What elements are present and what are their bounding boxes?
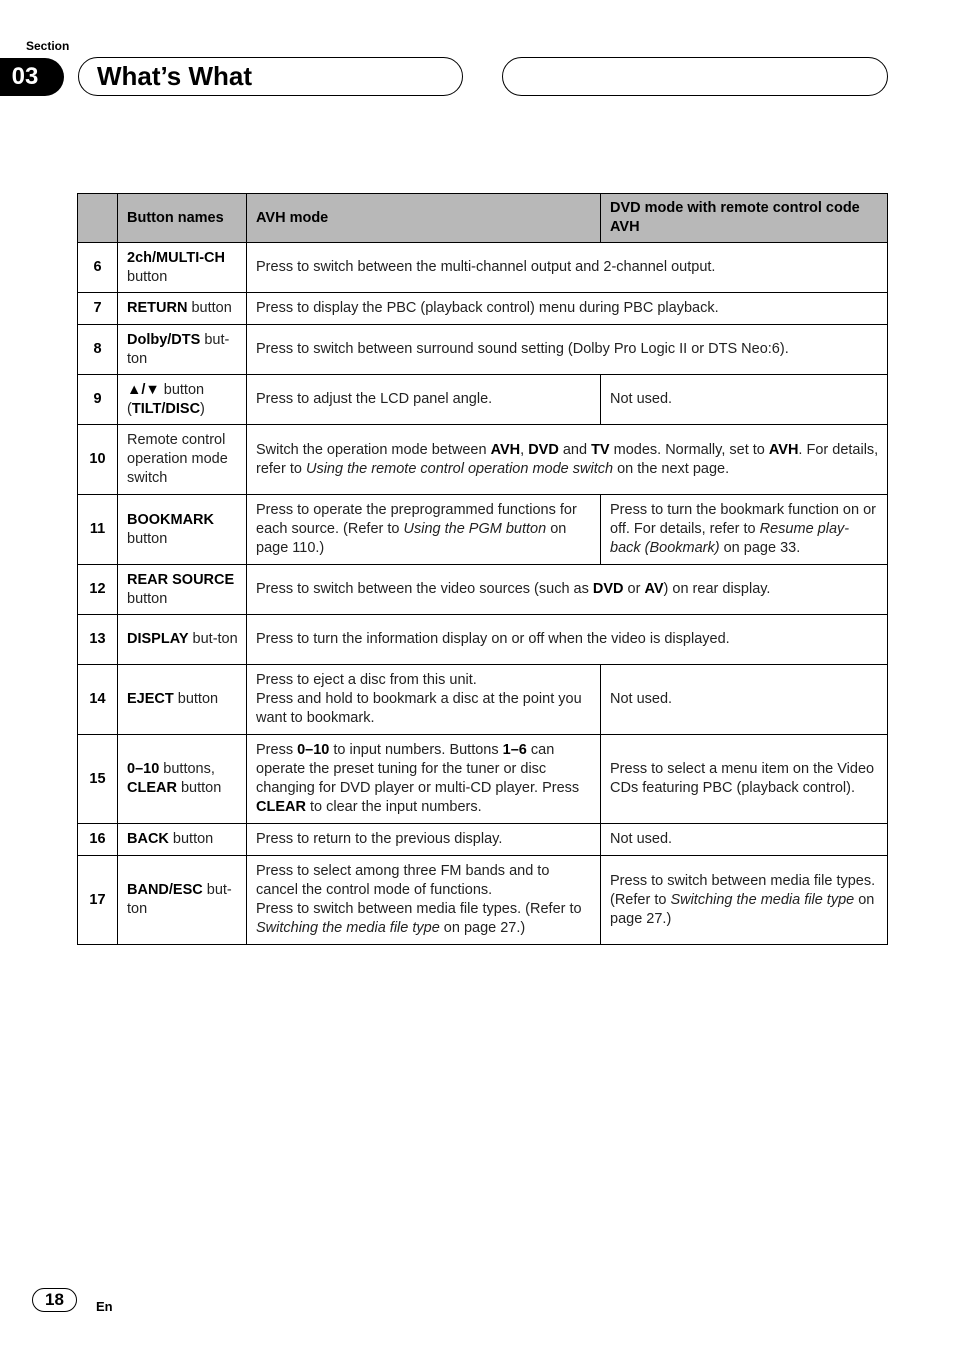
- cell-text-segment: TV: [591, 441, 610, 458]
- section-label: Section: [26, 39, 70, 53]
- cell-text-segment: Press to switch between surround sound setting (Dolby Pro Logic II or DTS Neo:6).: [256, 341, 789, 357]
- dvd-mode-cell: [601, 665, 888, 735]
- cell-text-segment: ,: [520, 441, 529, 458]
- cell-text-segment: ): [200, 400, 205, 417]
- row-number: 16: [78, 824, 118, 856]
- button-name-cell: [118, 293, 247, 325]
- cell-text-segment: BACK: [127, 831, 169, 847]
- table-row: [78, 495, 888, 565]
- button-name-cell: [118, 325, 247, 375]
- section-number-badge: 03: [0, 58, 64, 96]
- table-row: [78, 293, 888, 325]
- cell-text-segment: CLEAR: [256, 799, 306, 815]
- cell-text-segment: BAND/ESC: [127, 882, 203, 898]
- button-name-cell: [118, 856, 247, 945]
- button-name-cell: [118, 615, 247, 665]
- button-functions-table: [77, 193, 888, 945]
- cell-text-segment: on page 33.: [719, 540, 801, 556]
- button-name-cell: [118, 243, 247, 293]
- table-row: [78, 824, 888, 856]
- button-name-cell: [118, 565, 247, 615]
- button-name-cell: [118, 665, 247, 735]
- cell-text-segment: Not used.: [610, 691, 673, 707]
- table-row: [78, 856, 888, 945]
- cell-text-segment: Not used.: [610, 391, 673, 407]
- cell-text-segment: but-ton: [127, 882, 232, 917]
- cell-text-segment: ▲/▼: [127, 381, 160, 398]
- header-cell-dvd-mode: DVD mode with remote control code AVH: [601, 194, 888, 243]
- cell-text-segment: REAR SOURCE: [127, 571, 235, 588]
- row-number: 8: [78, 325, 118, 375]
- cell-text-segment: Press to return to the previous display.: [256, 831, 503, 847]
- cell-text-segment: Press to switch between the video sources (such as: [256, 581, 593, 597]
- cell-text-segment: button: [187, 300, 232, 316]
- header-cell-avh-mode: AVH mode: [247, 194, 601, 243]
- cell-text-segment: on the next page.: [613, 460, 730, 477]
- cell-text-segment: on page 110.): [256, 521, 567, 556]
- row-number: 7: [78, 293, 118, 325]
- table-header-row: [78, 194, 888, 243]
- cell-text-segment: on page 27.): [610, 891, 875, 927]
- cell-text-segment: Press and hold to bookmark a disc at the point you want to bookmark.: [256, 691, 582, 726]
- row-number: 17: [78, 856, 118, 945]
- avh-mode-cell: [247, 375, 601, 425]
- avh-mode-cell: [247, 665, 601, 735]
- table-row: [78, 243, 888, 293]
- cell-text-segment: Press to switch between media file types. (Refer to: [610, 872, 876, 908]
- cell-text-segment: 1–6: [502, 742, 527, 758]
- avh-mode-cell: [247, 243, 888, 293]
- cell-text-segment: button: [127, 530, 168, 547]
- button-name-cell: [118, 824, 247, 856]
- button-name-cell: [118, 375, 247, 425]
- table-row: [78, 735, 888, 824]
- cell-text-segment: 2ch/MULTI-CH: [127, 249, 226, 266]
- cell-text-segment: Using the PGM button: [403, 521, 547, 537]
- cell-text-segment: on page 27.): [439, 920, 526, 936]
- cell-text-segment: buttons,: [159, 761, 215, 777]
- cell-text-segment: button: [127, 268, 168, 285]
- section-title-box: [78, 57, 463, 96]
- cell-text-segment: DVD: [592, 581, 624, 597]
- row-number: 15: [78, 735, 118, 824]
- avh-mode-cell: [247, 615, 888, 665]
- cell-text-segment: EJECT: [127, 691, 174, 707]
- cell-text-segment: RETURN: [127, 300, 188, 316]
- table-row: [78, 425, 888, 495]
- cell-text-segment: DISPLAY: [127, 631, 189, 647]
- cell-text-segment: Press to switch between the multi-channel output and 2-channel output.: [256, 259, 716, 275]
- cell-text-segment: but-ton: [127, 331, 230, 367]
- cell-text-segment: Press to turn the information display on or off when the video is displayed.: [256, 631, 730, 647]
- cell-text-segment: AVH: [768, 441, 799, 458]
- dvd-mode-cell: [601, 824, 888, 856]
- avh-mode-cell: [247, 856, 601, 945]
- cell-text-segment: button: [176, 780, 222, 796]
- avh-mode-cell: [247, 735, 601, 824]
- avh-mode-cell: [247, 425, 888, 495]
- cell-text-segment: Not used.: [610, 831, 673, 847]
- table-row: [78, 565, 888, 615]
- cell-text-segment: Dolby/DTS: [127, 331, 201, 348]
- cell-text-segment: Press to select among three FM bands and to cancel the control mode of functions.: [256, 863, 550, 898]
- table-row: [78, 325, 888, 375]
- cell-text-segment: Resume play-back (Bookmark): [610, 521, 850, 556]
- dvd-mode-cell: [601, 856, 888, 945]
- cell-text-segment: button: [173, 691, 219, 707]
- row-number: 9: [78, 375, 118, 425]
- avh-mode-cell: [247, 565, 888, 615]
- cell-text-segment: can operate the preset tuning for the tuner or disc changing for DVD player or multi-CD player. Press: [256, 742, 580, 796]
- cell-text-segment: button (: [127, 381, 205, 417]
- row-number: 6: [78, 243, 118, 293]
- cell-text-segment: Press: [256, 742, 298, 758]
- table-body: [78, 243, 888, 945]
- cell-text-segment: but-ton: [188, 631, 238, 647]
- dvd-mode-cell: [601, 495, 888, 565]
- header-cell-button-names: Button names: [118, 194, 247, 243]
- cell-text-segment: CLEAR: [127, 780, 177, 796]
- button-name-cell: [118, 425, 247, 495]
- cell-text-segment: AVH: [490, 441, 521, 458]
- cell-text-segment: BOOKMARK: [127, 511, 214, 528]
- dvd-mode-cell: [601, 735, 888, 824]
- cell-text-segment: Using the remote control operation mode switch: [305, 460, 614, 477]
- cell-text-segment: Press to turn the bookmark function on or off. For details, refer to: [610, 502, 876, 537]
- page-title: What’s What: [97, 61, 253, 91]
- blank-header-box: [502, 57, 888, 96]
- avh-mode-cell: [247, 495, 601, 565]
- cell-text-segment: Press to adjust the LCD panel angle.: [256, 391, 493, 407]
- avh-mode-cell: [247, 293, 888, 325]
- cell-text-segment: 0–10: [297, 742, 330, 758]
- cell-text-segment: Press to select a menu item on the Video CDs featuring PBC (playback control).: [610, 761, 875, 796]
- cell-text-segment: or: [623, 581, 645, 597]
- dvd-mode-cell: [601, 375, 888, 425]
- button-name-cell: [118, 735, 247, 824]
- cell-text-segment: AV: [644, 581, 664, 597]
- cell-text-segment: DVD: [528, 441, 559, 458]
- row-number: 13: [78, 615, 118, 665]
- button-name-cell: [118, 495, 247, 565]
- cell-text-segment: to input numbers. Buttons: [329, 742, 503, 758]
- cell-text-segment: Press to switch between media file types. (Refer to: [256, 901, 582, 917]
- cell-text-segment: Switch the operation mode between: [256, 441, 491, 458]
- row-number: 11: [78, 495, 118, 565]
- cell-text-segment: Press to operate the preprogrammed functions for each source. (Refer to: [256, 502, 577, 537]
- cell-text-segment: Press to display the PBC (playback control) menu during PBC playback.: [256, 300, 719, 316]
- avh-mode-cell: [247, 824, 601, 856]
- cell-text-segment: button: [168, 831, 214, 847]
- table-row: [78, 665, 888, 735]
- cell-text-segment: ) on rear display.: [663, 581, 771, 597]
- cell-text-segment: button: [127, 590, 168, 607]
- header-cell-number: [78, 194, 118, 243]
- cell-text-segment: TILT/DISC: [131, 400, 201, 417]
- page-number: 18: [32, 1288, 77, 1312]
- row-number: 10: [78, 425, 118, 495]
- language-label: En: [96, 1299, 113, 1314]
- cell-text-segment: and: [558, 441, 592, 458]
- cell-text-segment: Switching the media file type: [670, 891, 855, 908]
- avh-mode-cell: [247, 325, 888, 375]
- row-number: 12: [78, 565, 118, 615]
- table-row: [78, 375, 888, 425]
- cell-text-segment: Press to eject a disc from this unit.: [256, 672, 477, 688]
- cell-text-segment: Switching the media file type: [256, 920, 440, 936]
- cell-text-segment: . For details, refer to: [256, 441, 879, 477]
- table-row: [78, 615, 888, 665]
- cell-text-segment: to clear the input numbers.: [305, 799, 482, 815]
- row-number: 14: [78, 665, 118, 735]
- cell-text-segment: Remote control operation mode switch: [127, 432, 228, 486]
- cell-text-segment: modes. Normally, set to: [609, 441, 769, 458]
- cell-text-segment: 0–10: [127, 761, 160, 777]
